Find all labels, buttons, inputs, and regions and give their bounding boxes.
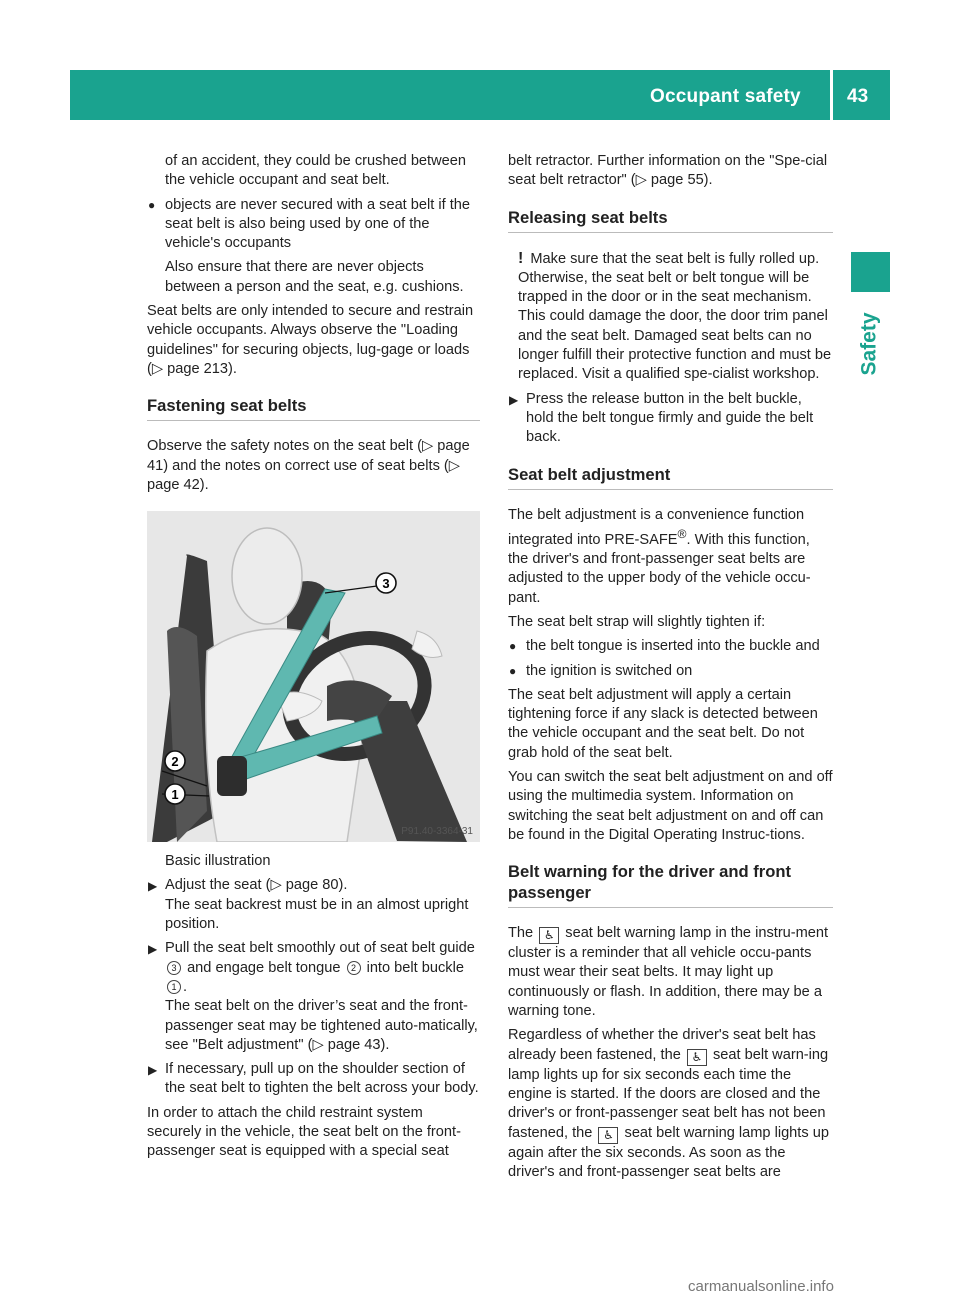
heading-adjustment: Seat belt adjustment [508, 464, 833, 490]
text: seat belt warning lamp lights up again after the six seconds. As soon as the driver's and front-passenger seat belts are [508, 1124, 829, 1180]
figure-code: P91.40-3364-31 [401, 826, 473, 838]
instruction-step [147, 876, 480, 934]
paragraph: The seat belt adjustment will apply a certain tightening force if any slack is detected between the vehicle occupant and the seat belt. Do not grab hold of the seat belt. [508, 686, 818, 761]
list-item [508, 662, 833, 681]
callout-3-label: 3 [382, 576, 390, 592]
text: seat belt warning lamp in the instru-ment cluster is a reminder that all vehicle occu-pants must wear their seat belts. It may light up continuously or flash. In addition, there may be a warning tone. [508, 925, 829, 1020]
figure-caption: Basic illustration [165, 853, 271, 870]
bullet-marker: ● [148, 197, 156, 212]
section-title: Occupant safety [650, 86, 801, 107]
right-column [508, 152, 833, 1187]
warning-text: Make sure that the seat belt is fully rolled up. Otherwise, the seat belt or belt tongue will be trapped in the door or in the seat mechanism. This could damage the door, the door trim panel and the seat belt. Damaged seat belts can no longer fulfill their protective function and must be replaced. Visit a qualified spe-cialist workshop. [518, 250, 832, 383]
heading-fastening: Fastening seat belts [147, 395, 480, 421]
step-marker: ▶ [148, 942, 158, 957]
paragraph [508, 506, 833, 608]
registered-mark: ® [677, 526, 687, 541]
paragraph: Seat belts are only intended to secure and restrain vehicle occupants. Always observe the "Loading guidelines" for securing objects, lug-gage or loads (▷ page 213). [147, 303, 474, 377]
watermark: carmanualsonline.info [688, 1278, 834, 1295]
occupant-head [232, 528, 302, 624]
paragraph: You can switch the seat belt adjustment on and off using the multimedia system. Information on switching the seat belt adjustment on and off can be found in the Digital Operating Instruc-tions. [508, 768, 833, 843]
side-tab-marker [851, 252, 890, 292]
step-marker: ▶ [148, 879, 158, 894]
step-text: The seat belt on the driver’s seat and the front-passenger seat may be tightened auto-matically, see "Belt adjustment" (▷ page 43). [165, 998, 478, 1053]
page-number: 43 [847, 86, 869, 107]
paragraph [508, 924, 833, 1021]
left-column [147, 152, 480, 1167]
step-marker: ▶ [509, 392, 519, 407]
callout-1-label: 1 [171, 787, 179, 803]
step-text: into belt buckle [366, 959, 464, 976]
callout-3-ref: 3 [167, 961, 181, 975]
callout-1-ref: 1 [167, 980, 181, 994]
paragraph: In order to attach the child restraint system securely in the vehicle, the seat belt on the front-passenger seat is equipped with a special seat [147, 1104, 461, 1160]
callout-2-label: 2 [171, 754, 179, 770]
step-text: and engage belt tongue [187, 959, 341, 976]
instruction-step [147, 939, 480, 1055]
text: The [508, 925, 534, 942]
instruction-step [147, 1060, 480, 1099]
paragraph: The seat belt strap will slightly tighten if: [508, 613, 766, 630]
text: The belt adjustment is a convenience function integrated into PRE-SAFE [508, 506, 805, 548]
heading-belt-warning: Belt warning for the driver and front passenger [508, 861, 833, 908]
warning-note [508, 249, 833, 385]
list-item-text: the belt tongue is inserted into the buckle and [526, 638, 820, 655]
seat-belt-illustration [147, 511, 480, 842]
step-text: Pull the seat belt smoothly out of seat belt guide [165, 940, 475, 957]
seat-belt-drawing [147, 511, 480, 842]
callout-2-ref: 2 [347, 961, 361, 975]
seat-belt-warning-icon: ♿ [539, 927, 559, 944]
paragraph: Observe the safety notes on the seat belt (▷ page 41) and the notes on correct use of seat belts (▷ page 42). [147, 438, 470, 493]
bullet-marker: ● [509, 639, 517, 654]
text: Regardless of whether the driver's seat belt has already been fastened, the [508, 1027, 816, 1063]
list-item-text: objects are never secured with a seat belt if the seat belt is also being used by one of the vehicle's occupants [165, 196, 471, 252]
heading-releasing: Releasing seat belts [508, 207, 833, 233]
step-text: Press the release button in the belt buckle, hold the belt tongue firmly and guide the belt back. [526, 390, 814, 446]
belt-buckle [217, 756, 247, 796]
paragraph: belt retractor. Further information on the "Spe-cial seat belt retractor" (▷ page 55). [508, 153, 828, 189]
step-text: The seat backrest must be in an almost upright position. [165, 896, 469, 933]
step-marker: ▶ [148, 1063, 158, 1078]
step-text: If necessary, pull up on the shoulder section of the seat belt to tighten the belt across your body. [165, 1061, 479, 1097]
list-item [147, 196, 480, 254]
step-text: Adjust the seat (▷ page 80). [165, 877, 348, 894]
bullet-marker: ● [509, 663, 517, 678]
seat-belt-warning-icon: ♿ [687, 1049, 707, 1066]
paragraph [508, 1026, 833, 1182]
paragraph: of an accident, they could be crushed between the vehicle occupant and seat belt. [165, 153, 466, 189]
instruction-step [508, 390, 833, 448]
step-text: . [183, 978, 188, 995]
list-item [508, 637, 833, 656]
seat-belt-warning-icon: ♿ [598, 1127, 618, 1144]
paragraph: Also ensure that there are never objects between a person and the seat, e.g. cushions. [165, 259, 464, 295]
side-section-label [852, 300, 888, 388]
text: seat belt warn-ing lamp lights up for six seconds each time the engine is started. If the doors are closed and the driver's or front-passenger seat belt has not been fastened, the [508, 1046, 829, 1141]
side-section-label-text: Safety [858, 312, 881, 376]
text: . With this function, the driver's and front-passenger seat belts are adjusted to the upper body of the vehicle occu-pant. [508, 531, 811, 606]
list-item-text: the ignition is switched on [526, 662, 693, 679]
header-divider [830, 70, 833, 120]
warning-icon: ! [518, 249, 524, 267]
